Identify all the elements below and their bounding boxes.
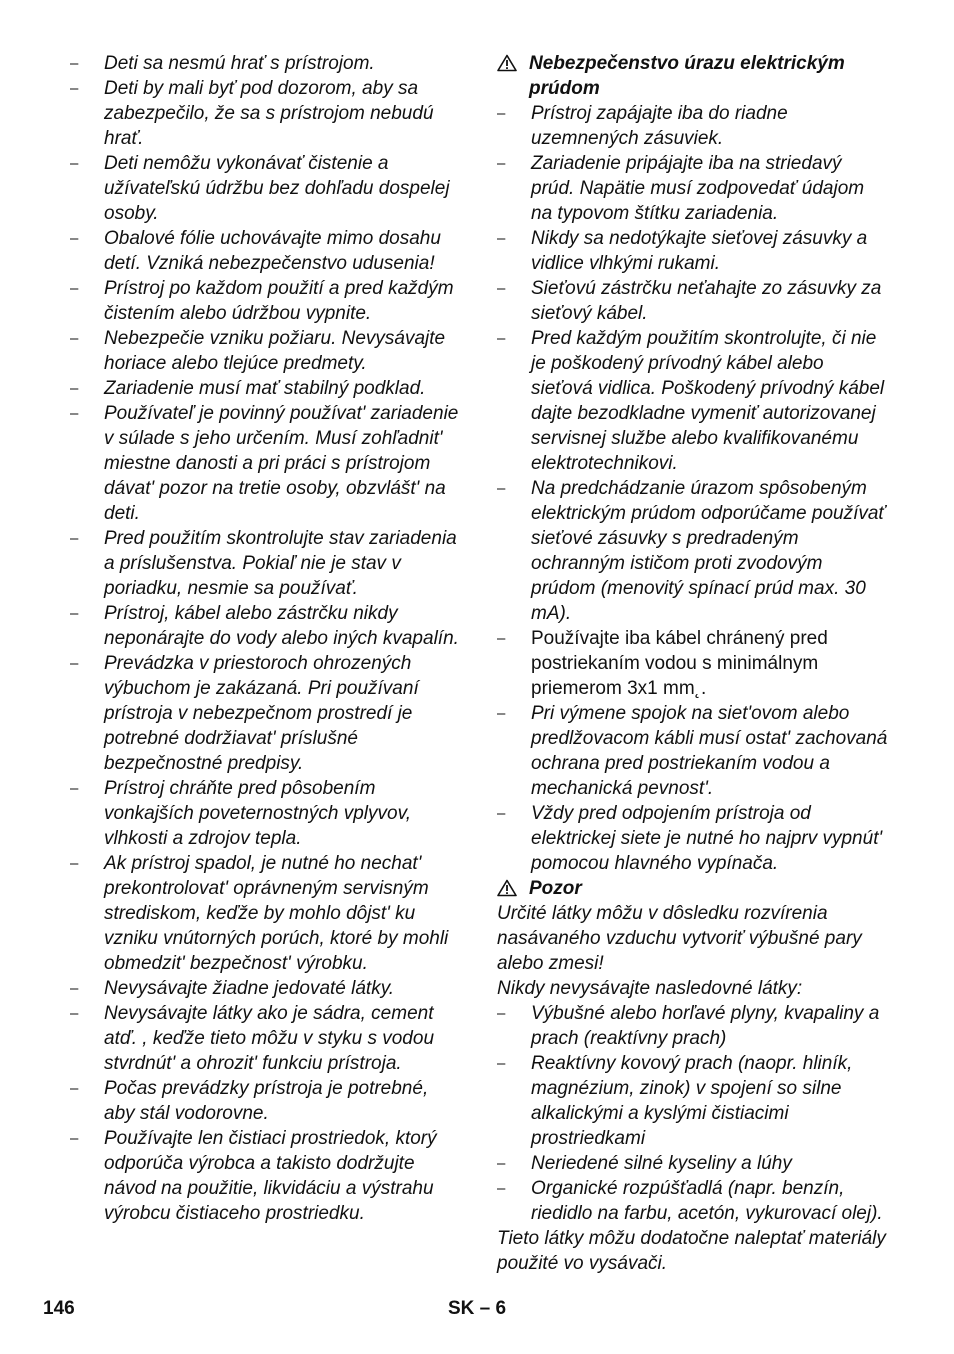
list-item: – Pred použitím skontrolujte stav zariadenia a príslušenstva. Pokiaľ nie je stav v poriadku, nesmie sa používať. [70, 526, 462, 601]
right-column [497, 51, 889, 1276]
caution-paragraph: Tieto látky môžu dodatočne naleptať materiály použité vo vysávači. [497, 1228, 886, 1274]
list-item: – Deti nemôžu vykonávať čistenie a užívateľskú údržbu bez dohľadu dospelej osoby. [70, 151, 462, 226]
list-item: – Ak prístroj spadol, je nutné ho nechat' prekontrolovat' oprávneným servisným strediskom, keďže by mohlo dôjst' ku vzniku vnútorných porúch, ktoré by mohli obmedzit' bezpečnost' výrobku. [70, 851, 462, 976]
list-item: – Prístroj, kábel alebo zástrčku nikdy neponárajte do vody alebo iných kvapalín. [70, 601, 462, 651]
electric-shock-heading-text: Nebezpečenstvo úrazu elektrickým prúdom [529, 53, 845, 99]
list-item: – Zariadenie musí mať stabilný podklad. [70, 376, 462, 401]
list-item: – Nevysávajte látky ako je sádra, cement atď. , keďže tieto môžu v styku s vodou stvrdnút' a ohrozit' funkciu prístroja. [70, 1001, 462, 1076]
list-item: – Deti sa nesmú hrať s prístrojom. [70, 51, 462, 76]
list-item: – Neriedené silné kyseliny a lúhy [497, 1151, 889, 1176]
list-item: – Prístroj chráňte pred pôsobením vonkajších poveternostných vplyvov, vlhkosti a zdrojov tepla. [70, 776, 462, 851]
list-item: – Sieťovú zástrčku neťahajte zo zásuvky za sieťový kábel. [497, 276, 889, 326]
list-item: – Zariadenie pripájajte iba na striedavý prúd. Napätie musí zodpovedať údajom na typovom štítku zariadenia. [497, 151, 889, 226]
list-item: – Prístroj zapájajte iba do riadne uzemnených zásuviek. [497, 101, 889, 151]
list-item: – Pred každým použitím skontrolujte, či nie je poškodený prívodný kábel alebo sieťová vidlica. Poškodený prívodný kábel dajte bezodkladne vymeniť autorizovanej servisnej službe alebo kvalifikovanému elektrotechnikovi. [497, 326, 889, 476]
list-item: – Na predchádzanie úrazom spôsobeným elektrickým prúdom odporúčame používať sieťové zásuvky s predradeným ochranným ističom proti zvodovým prúdom (menovitý spínací prúd max. 30 mA). [497, 476, 889, 626]
list-item: – Prevádzka v priestoroch ohrozených výbuchom je zakázaná. Pri používaní prístroja v nebezpečnom prostredí je potrebné dodržiavat' príslušné bezpečnostné predpisy. [70, 651, 462, 776]
list-item: – Používajte len čistiaci prostriedok, ktorý odporúča výrobca a takisto dodržujte návod na použitie, likvidáciu a výstrahu výrobcu čistiaceho prostriedku. [70, 1126, 462, 1226]
caution-paragraph: Nikdy nevysávajte nasledovné látky: [497, 978, 803, 999]
list-item: – Nebezpečie vzniku požiaru. Nevysávajte horiace alebo tlejúce predmety. [70, 326, 462, 376]
footer-section-label: SK – 6 [448, 1298, 507, 1319]
list-item: – Používajte iba kábel chránený pred postriekaním vodou s minimálnym priemerom 3x1 mm˛. [497, 626, 889, 701]
electric-safety-list [497, 101, 889, 876]
list-item: – Deti by mali byť pod dozorom, aby sa zabezpečilo, že sa s prístrojom nebudú hrať. [70, 76, 462, 151]
list-item: – Obalové fólie uchovávajte mimo dosahu detí. Vzniká nebezpečenstvo udusenia! [70, 226, 462, 276]
list-item: – Používateľ je povinný používat' zariadenie v súlade s jeho určením. Musí zohľadnit' miestne danosti a pri práci s prístrojom dávat' pozor na tretie osoby, obzvlášt' na deti. [70, 401, 462, 526]
forbidden-substances-list [497, 1001, 889, 1226]
left-column [70, 51, 462, 1226]
list-item: – Prístroj po každom použití a pred každým čistením alebo údržbou vypnite. [70, 276, 462, 326]
list-item: – Organické rozpúšťadlá (napr. benzín, riedidlo na farbu, acetón, vykurovací olej). [497, 1176, 889, 1226]
list-item: – Reaktívny kovový prach (naopr. hliník, magnézium, zinok) v spojení so silne alkalickými a kyslými čistiacimi prostriedkami [497, 1051, 889, 1151]
list-item: – Nevysávajte žiadne jedovaté látky. [70, 976, 462, 1001]
warning-triangle-icon [497, 54, 517, 72]
page-number: 146 [43, 1298, 75, 1319]
warning-triangle-icon [497, 879, 517, 897]
caution-heading [497, 876, 889, 901]
caution-heading-text: Pozor [529, 878, 582, 899]
caution-paragraph: Určité látky môžu v dôsledku rozvírenia nasávaného vzduchu vytvoriť výbušné pary alebo zmesi! [497, 903, 862, 974]
list-item: – Počas prevádzky prístroja je potrebné, aby stál vodorovne. [70, 1076, 462, 1126]
list-item: – Nikdy sa nedotýkajte sieťovej zásuvky a vidlice vlhkými rukami. [497, 226, 889, 276]
list-item: – Výbušné alebo horľavé plyny, kvapaliny a prach (reaktívny prach) [497, 1001, 889, 1051]
list-item: – Vždy pred odpojením prístroja od elektrickej siete je nutné ho najprv vypnút' pomocou hlavného vypínača. [497, 801, 889, 876]
list-item: – Pri výmene spojok na siet'ovom alebo predlžovacom kábli musí ostat' zachovaná ochrana pred postriekaním vodou a mechanická pevnost'. [497, 701, 889, 801]
electric-shock-heading [497, 51, 889, 101]
safety-list [70, 51, 462, 1226]
